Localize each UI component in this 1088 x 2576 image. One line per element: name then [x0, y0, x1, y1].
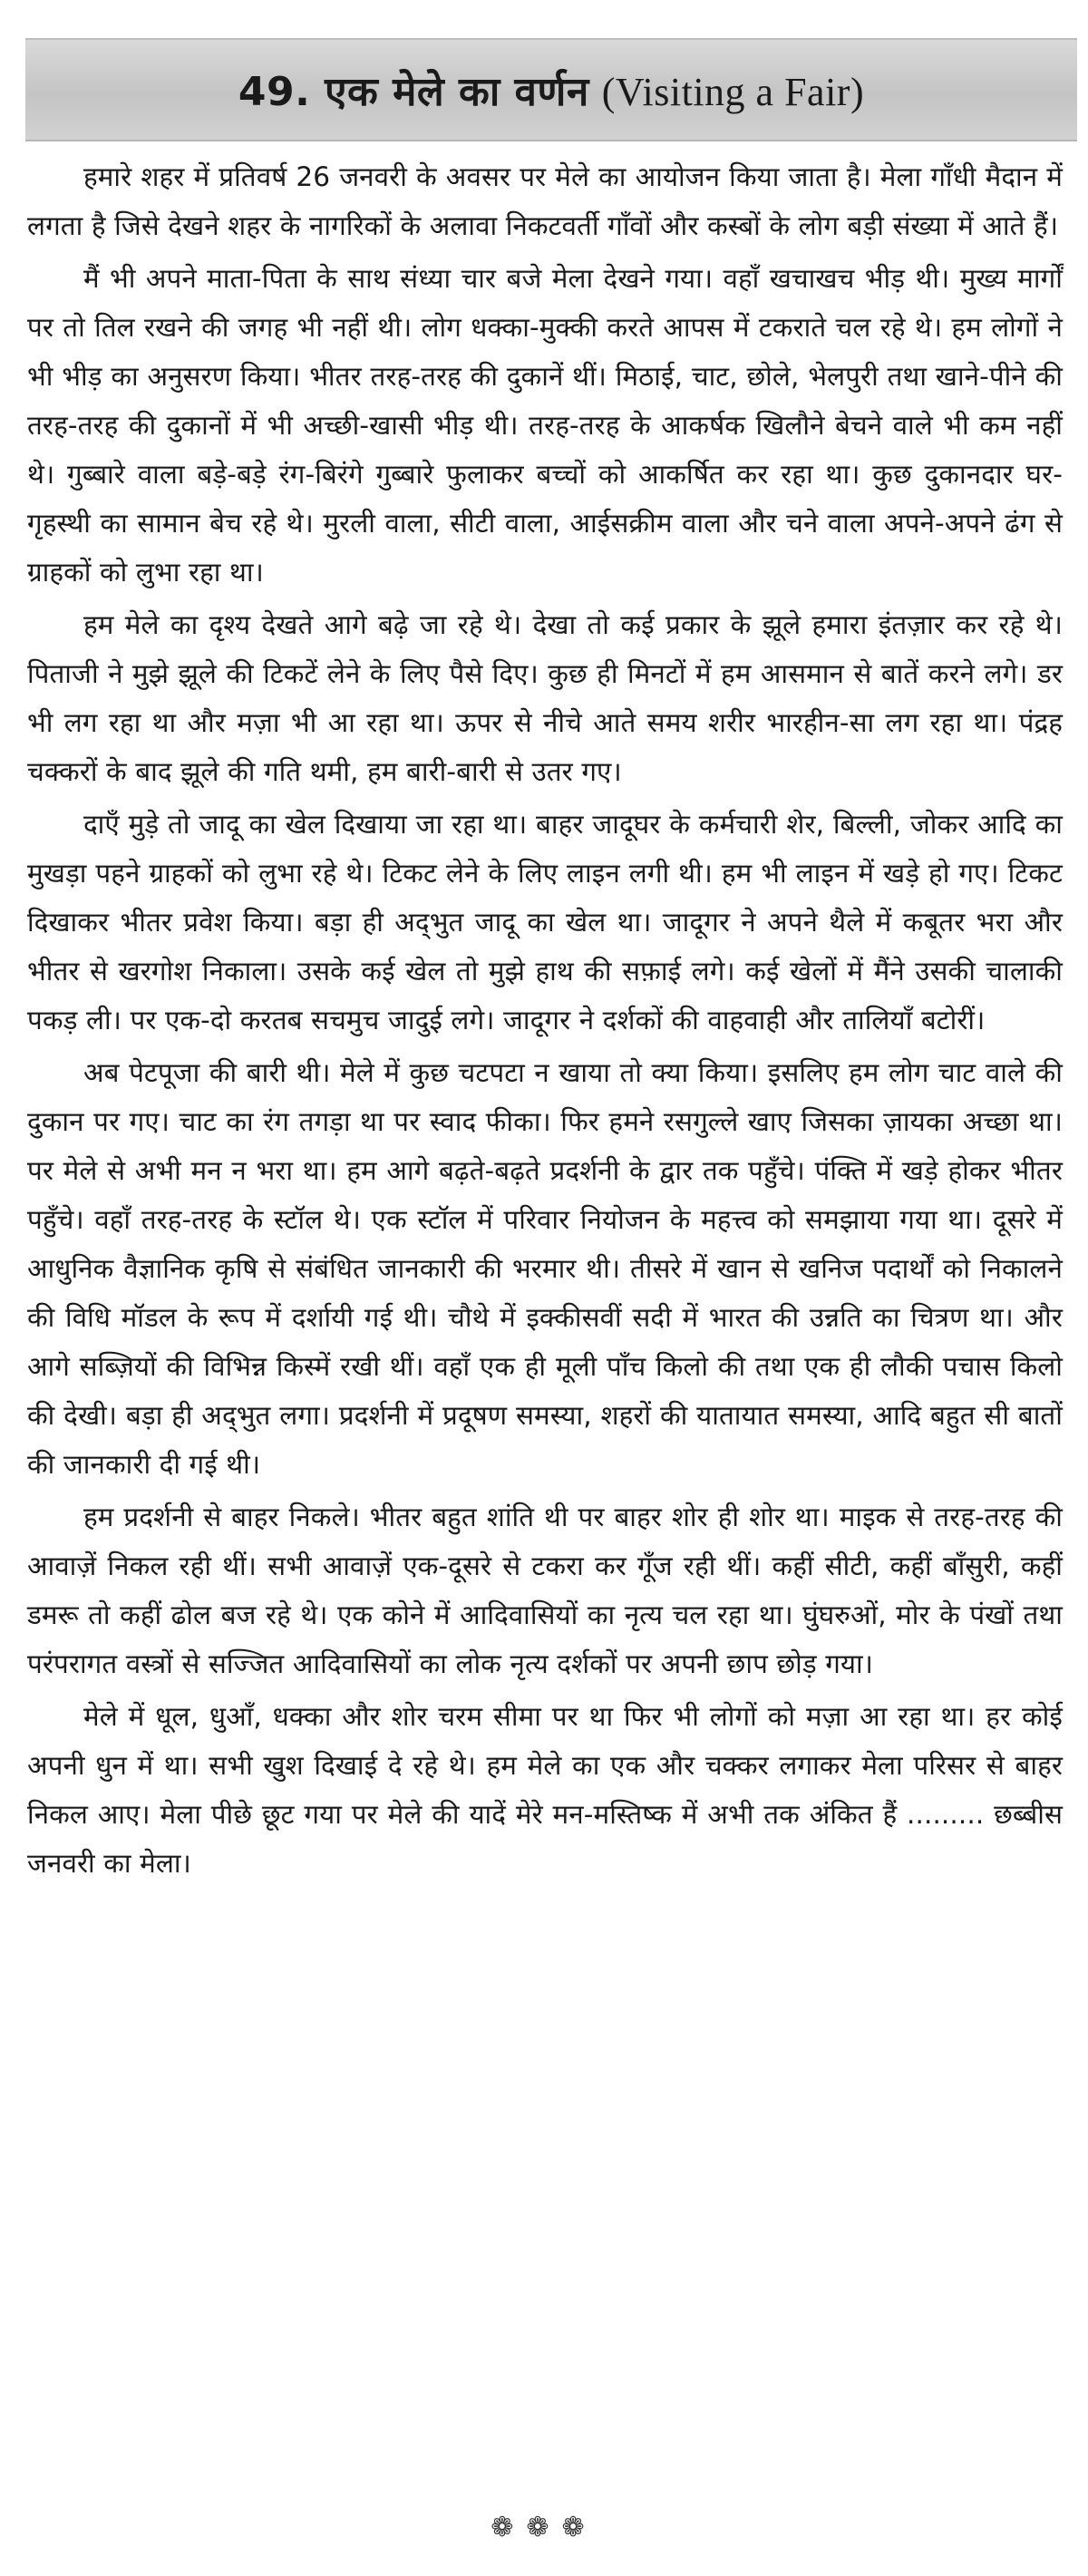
- paragraph-7: मेले में धूल, धुआँ, धक्का और शोर चरम सीमा पर था फिर भी लोगों को मज़ा आ रहा था। हर कोई अपनी धुन में था। सभी खुश दिखाई दे रहे थे। हम मेले का एक और चक्कर लगाकर मेला परिसर से बाहर निकल आए। मेला पीछे छूट गया पर मेले की यादें मेरे मन-मस्तिष्क में अभी तक अंकित हैं ......... छब्बीस जनवरी का मेला।: [27, 1701, 1063, 1879]
- paragraph-1: हमारे शहर में प्रतिवर्ष 26 जनवरी के अवसर पर मेले का आयोजन किया जाता है। मेला गाँधी मैदान में लगता है जिसे देखने शहर के नागरिकों के अलावा निकटवर्ती गाँवों और कस्बों के लोग बड़ी संख्या में आते हैं।: [27, 161, 1063, 241]
- paragraph-2: मैं भी अपने माता-पिता के साथ संध्या चार बजे मेला देखने गया। वहाँ खचाखच भीड़ थी। मुख्य मार्गों पर तो तिल रखने की जगह भी नहीं थी। लोग धक्का-मुक्की करते आपस में टकराते चल रहे थे। हम लोगों ने भी भीड़ का अनुसरण किया। भीतर तरह-तरह की दुकानें थीं। मिठाई, चाट, छोले, भेलपुरी तथा खाने-पीने की तरह-तरह की दुकानों में भी अच्छी-खासी भीड़ थी। तरह-तरह के आकर्षक खिलौने बेचने वाले भी कम नहीं थे। गुब्बारे वाला बड़े-बड़े रंग-बिरंगे गुब्बारे फुलाकर बच्चों को आकर्षित कर रहा था। कुछ दुकानदार घर-गृहस्थी का सामान बेच रहे थे। मुरली वाला, सीटी वाला, आईसक्रीम वाला और चने वाला अपने-अपने ढंग से ग्राहकों को लुभा रहा था।: [27, 263, 1063, 588]
- page-title: [238, 63, 864, 117]
- title-band: [25, 38, 1077, 141]
- paragraph-3: हम मेले का दृश्य देखते आगे बढ़े जा रहे थे। देखा तो कई प्रकार के झूले हमारा इंतज़ार कर रहे थे। पिताजी ने मुझे झूले की टिकटें लेने के लिए पैसे दिए। कुछ ही मिनटों में हम आसमान से बातें करने लगे। डर भी लग रहा था और मज़ा भी आ रहा था। ऊपर से नीचे आते समय शरीर भारहीन-सा लग रहा था। पंद्रह चक्करों के बाद झूले की गति थमी, हम बारी-बारी से उतर गए।: [27, 609, 1063, 787]
- title-english: (Visiting a Fair): [601, 70, 865, 114]
- essay-body: [27, 152, 1063, 1891]
- paragraph-6: हम प्रदर्शनी से बाहर निकले। भीतर बहुत शांति थी पर बाहर शोर ही शोर था। माइक से तरह-तरह की आवाज़ें निकल रही थीं। सभी आवाज़ें एक-दूसरे से टकरा कर गूँज रही थीं। कहीं सीटी, कहीं बाँसुरी, कहीं डमरू तो कहीं ढोल बज रहे थे। एक कोने में आदिवासियों का नृत्य चल रहा था। घुंघरुओं, मोर के पंखों तथा परंपरागत वस्त्रों से सज्जित आदिवासियों का लोक नृत्य दर्शकों पर अपनी छाप छोड़ गया।: [27, 1502, 1063, 1679]
- paragraph-5: अब पेटपूजा की बारी थी। मेले में कुछ चटपटा न खाया तो क्या किया। इसलिए हम लोग चाट वाले की दुकान पर गए। चाट का रंग तगड़ा था पर स्वाद फीका। फिर हमने रसगुल्ले खाए जिसका ज़ायका अच्छा था। पर मेले से अभी मन न भरा था। हम आगे बढ़ते-बढ़ते प्रदर्शनी के द्वार तक पहुँचे। पंक्ति में खड़े होकर भीतर पहुँचे। वहाँ तरह-तरह के स्टॉल थे। एक स्टॉल में परिवार नियोजन के महत्त्व को समझाया गया था। दूसरे में आधुनिक वैज्ञानिक कृषि से संबंधित जानकारी की भरमार थी। तीसरे में खान से खनिज पदार्थों को निकालने की विधि मॉडल के रूप में दर्शायी गई थी। चौथे में इक्कीसवीं सदी में भारत की उन्नति का चित्रण था। और आगे सब्ज़ियों की विभिन्न किस्में रखी थीं। वहाँ एक ही मूली पाँच किलो की तथा एक ही लौकी पचास किलो की देखी। बड़ा ही अद्‌भुत लगा। प्रदर्शनी में प्रदूषण समस्या, शहरों की यातायात समस्या, आदि बहुत सी बातों की जानकारी दी गई थी।: [27, 1057, 1063, 1480]
- title-hindi: एक मेले का वर्णन: [325, 69, 589, 115]
- flower-ornament-icon: ❁❁❁: [491, 2512, 597, 2543]
- paragraph-4: दाएँ मुड़े तो जादू का खेल दिखाया जा रहा था। बाहर जादूघर के कर्मचारी शेर, बिल्ली, जोकर आदि का मुखड़ा पहने ग्राहकों को लुभा रहे थे। टिकट लेने के लिए लाइन लगी थी। हम भी लाइन में खड़े हो गए। टिकट दिखाकर भीतर प्रवेश किया। बड़ा ही अद्‌भुत जादू का खेल था। जादूगर ने अपने थैले में कबूतर भरा और भीतर से खरगोश निकाला। उसके कई खेल तो मुझे हाथ की सफ़ाई लगे। कई खेलों में मैंने उसकी चालाकी पकड़ ली। पर एक-दो करतब सचमुच जादुई लगे। जादूगर ने दर्शकों की वाहवाही और तालियाँ बटोरीं।: [27, 809, 1063, 1035]
- title-number: 49.: [238, 69, 311, 115]
